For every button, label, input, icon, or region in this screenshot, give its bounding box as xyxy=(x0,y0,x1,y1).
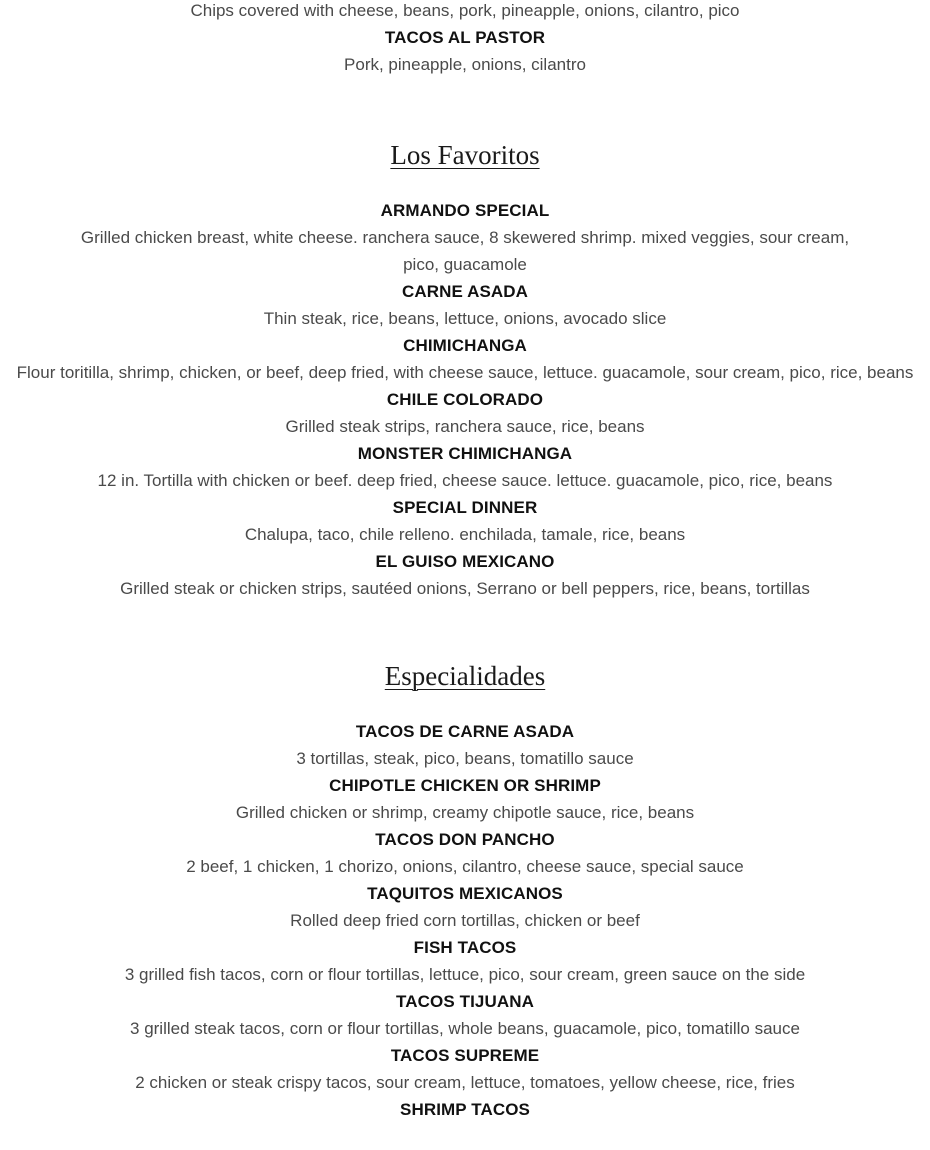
menu-item-name: TACOS TIJUANA xyxy=(396,992,534,1011)
menu-item-name: TAQUITOS MEXICANOS xyxy=(367,884,563,903)
menu-item-description: 3 tortillas, steak, pico, beans, tomatillo sauce xyxy=(296,749,634,768)
menu-item-description: Grilled steak strips, ranchera sauce, rice, beans xyxy=(285,417,645,436)
menu-section-favoritos xyxy=(0,138,930,602)
menu-item-description: 2 beef, 1 chicken, 1 chorizo, onions, cilantro, cheese sauce, special sauce xyxy=(186,857,744,876)
menu-item-description: Grilled steak or chicken strips, sautéed onions, Serrano or bell peppers, rice, beans, tortillas xyxy=(120,579,810,598)
menu-item-description: 2 chicken or steak crispy tacos, sour cream, lettuce, tomatoes, yellow cheese, rice, fries xyxy=(135,1073,795,1092)
menu-item-name: TACOS DE CARNE ASADA xyxy=(355,722,575,741)
menu-item-description: Chalupa, taco, chile relleno. enchilada, tamale, rice, beans xyxy=(244,525,686,544)
menu-item-name: MONSTER CHIMICHANGA xyxy=(357,444,573,463)
menu-item-name: TACOS SUPREME xyxy=(390,1046,540,1065)
menu-item-name: CHIMICHANGA xyxy=(403,336,527,355)
section-title: Los Favoritos xyxy=(390,140,540,170)
menu-section-top xyxy=(0,0,930,78)
menu-item-description: Thin steak, rice, beans, lettuce, onions, avocado slice xyxy=(263,309,667,328)
menu-item-description xyxy=(0,1123,930,1150)
menu-item-description: Flour toritilla, shrimp, chicken, or beef, deep fried, with cheese sauce, lettuce. guacamole, sour cream, pico, rice, beans xyxy=(16,363,914,382)
menu-item-description: 3 grilled fish tacos, corn or flour tortillas, lettuce, pico, sour cream, green sauce on the side xyxy=(124,965,806,984)
menu-section-especialidades xyxy=(0,659,930,1150)
menu-item-description: Pork, pineapple, onions, cilantro xyxy=(344,55,586,74)
menu-item-name: CHILE COLORADO xyxy=(386,390,544,409)
menu-item-description: Grilled chicken breast, white cheese. ranchera sauce, 8 skewered shrimp. mixed veggies, sour cream, pico, guacamole xyxy=(80,228,850,274)
menu-item-description: Grilled chicken or shrimp, creamy chipotle sauce, rice, beans xyxy=(235,803,695,822)
menu-item-name: SPECIAL DINNER xyxy=(392,498,538,517)
menu-item-description: Chips covered with cheese, beans, pork, pineapple, onions, cilantro, pico xyxy=(190,1,740,20)
menu-item-description: 3 grilled steak tacos, corn or flour tortillas, whole beans, guacamole, pico, tomatillo sauce xyxy=(130,1019,800,1038)
menu-item-description: Rolled deep fried corn tortillas, chicken or beef xyxy=(290,911,640,930)
menu-item-name: SHRIMP TACOS xyxy=(400,1100,530,1119)
menu-item-name: EL GUISO MEXICANO xyxy=(375,552,555,571)
menu-item-name: CARNE ASADA xyxy=(401,282,529,301)
menu-item-name: TACOS DON PANCHO xyxy=(375,830,555,849)
menu-item-name: CHIPOTLE CHICKEN OR SHRIMP xyxy=(329,776,601,795)
menu-item-description: 12 in. Tortilla with chicken or beef. deep fried, cheese sauce. lettuce. guacamole, pico, rice, beans xyxy=(97,471,833,490)
section-title: Especialidades xyxy=(384,661,546,691)
menu-item-name: FISH TACOS xyxy=(413,938,517,957)
menu-item-name: TACOS AL PASTOR xyxy=(384,28,546,47)
menu-item-name: ARMANDO SPECIAL xyxy=(380,201,550,220)
